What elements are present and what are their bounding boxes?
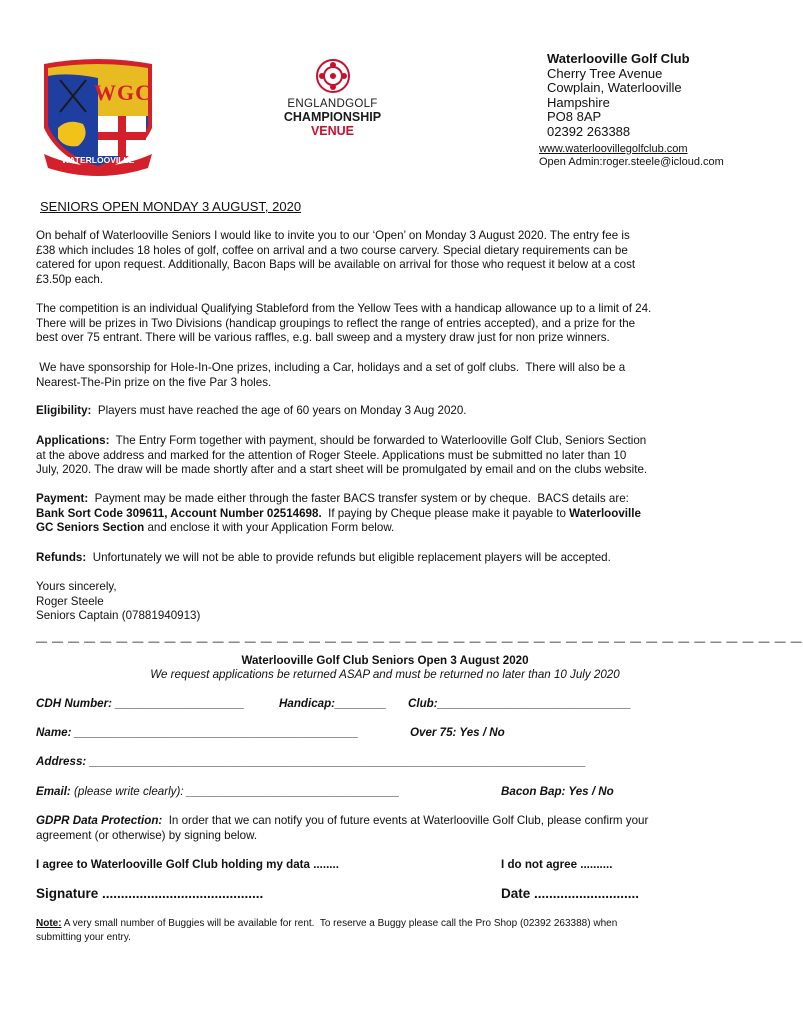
payment-paragraph xyxy=(36,492,641,536)
over-75-field[interactable]: Over 75: Yes / No xyxy=(410,726,505,739)
signer-title: Seniors Captain (07881940913) xyxy=(36,609,201,623)
intro-line: £38 which includes 18 holes of golf, coffee on arrival and a two course carvery. Special dietary requirements can be xyxy=(36,243,628,257)
note-label: Note: xyxy=(36,918,62,929)
competition-line: The competition is an individual Qualifying Stableford from the Yellow Tees with a handicap allowance up to a limit of 24. xyxy=(36,302,652,315)
payment-line: If paying by Cheque please make it payable to xyxy=(321,506,570,520)
club-postcode: PO8 8AP xyxy=(547,109,602,125)
venue-text: VENUE xyxy=(310,124,355,138)
address-field[interactable]: Address: _____________________________________________________________________________ xyxy=(36,755,586,768)
england-golf-text: ENGLANDGOLF xyxy=(287,98,378,110)
eligibility-paragraph xyxy=(36,404,467,419)
closing-block xyxy=(36,580,200,624)
form-subtitle: We request applications be returned ASAP and must be returned no later than 10 July 2020 xyxy=(150,668,620,681)
club-field[interactable]: Club:______________________________ xyxy=(408,697,632,710)
club-town: Cowplain, Waterlooville xyxy=(547,80,682,96)
gdpr-line: In order that we can notify you of future events at Waterlooville Golf Club, please confirm your xyxy=(162,814,649,827)
payment-label: Payment: xyxy=(36,492,89,505)
club-address xyxy=(547,52,690,140)
eligibility-text: Players must have reached the age of 60 years on Monday 3 Aug 2020. xyxy=(91,404,467,417)
club-phone: 02392 263388 xyxy=(547,123,631,139)
gdpr-paragraph xyxy=(36,814,648,843)
applications-line: The Entry Form together with payment, should be forwarded to Waterlooville Golf Club, Seniors Section xyxy=(109,434,647,447)
sponsorship-line: Nearest-The-Pin prize on the five Par 3 holes. xyxy=(36,375,272,389)
signature-field[interactable]: Signature ........................................... xyxy=(36,886,264,901)
applications-paragraph xyxy=(36,434,647,478)
club-website-link[interactable]: www.waterloovillegolfclub.com xyxy=(539,143,688,155)
competition-paragraph xyxy=(36,302,651,346)
gdpr-line: agreement (or otherwise) by signing below. xyxy=(36,828,258,842)
sponsorship-paragraph xyxy=(36,361,625,390)
intro-line: catered for upon request. Additionally, Bacon Baps will be available on arrival for those who request it below at a cost xyxy=(36,258,636,272)
refunds-label: Refunds: xyxy=(36,551,87,564)
note-line: A very small number of Buggies will be available for rent. To reserve a Buggy please call the Pro Shop (02392 263388) when xyxy=(61,918,618,929)
club-crest-logo xyxy=(38,58,158,178)
intro-line: On behalf of Waterlooville Seniors I would like to invite you to our ‘Open’ on Monday 3 August 2020. The entry fee is xyxy=(36,229,630,242)
page-heading: SENIORS OPEN MONDAY 3 AUGUST, 2020 xyxy=(40,199,302,214)
payee-name: Waterlooville xyxy=(569,506,641,520)
email-label: Email: xyxy=(36,785,71,798)
eligibility-label: Eligibility: xyxy=(36,404,92,417)
refunds-paragraph xyxy=(36,551,611,566)
competition-line: There will be prizes in Two Divisions (handicap groupings to reflect the range of entries accepted), and a prize for the xyxy=(36,316,636,330)
name-field[interactable]: Name: ____________________________________________ xyxy=(36,726,359,739)
club-email[interactable]: Open Admin:roger.steele@icloud.com xyxy=(539,156,724,168)
payee-name: GC Seniors Section xyxy=(36,521,145,535)
email-hint: (please write clearly): _________________________________ xyxy=(70,785,400,798)
club-street: Cherry Tree Avenue xyxy=(547,65,663,81)
intro-paragraph xyxy=(36,229,635,287)
handicap-field[interactable]: Handicap:________ xyxy=(279,697,387,710)
intro-line: £3.50p each. xyxy=(36,272,104,286)
disagree-option[interactable]: I do not agree .......... xyxy=(501,858,613,871)
england-golf-logo xyxy=(275,58,390,148)
note-paragraph xyxy=(36,917,617,945)
applications-line: July, 2020. The draw will be made shortly after and a start sheet will be promulgated by email and on the clubs website. xyxy=(36,463,648,477)
gdpr-label: GDPR Data Protection: xyxy=(36,814,163,827)
form-title: Waterlooville Golf Club Seniors Open 3 August 2020 xyxy=(241,654,529,667)
applications-line: at the above address and marked for the attention of Roger Steele. Applications must be submitted no later than 10 xyxy=(36,448,627,462)
club-name: Waterlooville Golf Club xyxy=(547,51,690,66)
cut-line-divider: — — — — — — — — — — — — — — — — — — — — — — — — — — — — — — — — — — — — — — — — — — — — — — — — xyxy=(36,636,803,648)
note-line: submitting your entry. xyxy=(36,932,131,943)
date-field[interactable]: Date ............................ xyxy=(501,886,640,901)
crest-letters: WGC xyxy=(94,80,152,105)
payment-line: and enclose it with your Application Form below. xyxy=(144,521,395,535)
email-field[interactable] xyxy=(36,785,400,800)
championship-text: CHAMPIONSHIP xyxy=(283,110,382,124)
salutation: Yours sincerely, xyxy=(36,580,117,593)
crest-banner-text: WATERLOOVILLE xyxy=(61,155,135,165)
signer-name: Roger Steele xyxy=(36,594,104,608)
competition-line: best over 75 entrant. There will be various raffles, e.g. ball sweep and a mystery draw just for non prize winners. xyxy=(36,331,610,345)
bacon-bap-field[interactable]: Bacon Bap: Yes / No xyxy=(501,785,614,798)
cdh-number-field[interactable]: CDH Number: ____________________ xyxy=(36,697,245,710)
refunds-text: Unfortunately we will not be able to provide refunds but eligible replacement players will be accepted. xyxy=(86,551,611,564)
agree-option[interactable]: I agree to Waterlooville Golf Club holding my data ........ xyxy=(36,858,339,871)
sponsorship-line: We have sponsorship for Hole-In-One prizes, including a Car, holidays and a set of golf clubs. There will also be a xyxy=(36,361,626,374)
payment-line: Payment may be made either through the faster BACS transfer system or by cheque. BACS details are: xyxy=(88,492,629,505)
rose-emblem-icon xyxy=(315,58,351,94)
applications-label: Applications: xyxy=(36,434,110,447)
bank-details: Bank Sort Code 309611, Account Number 02514698. xyxy=(36,506,322,520)
club-county: Hampshire xyxy=(547,94,610,110)
